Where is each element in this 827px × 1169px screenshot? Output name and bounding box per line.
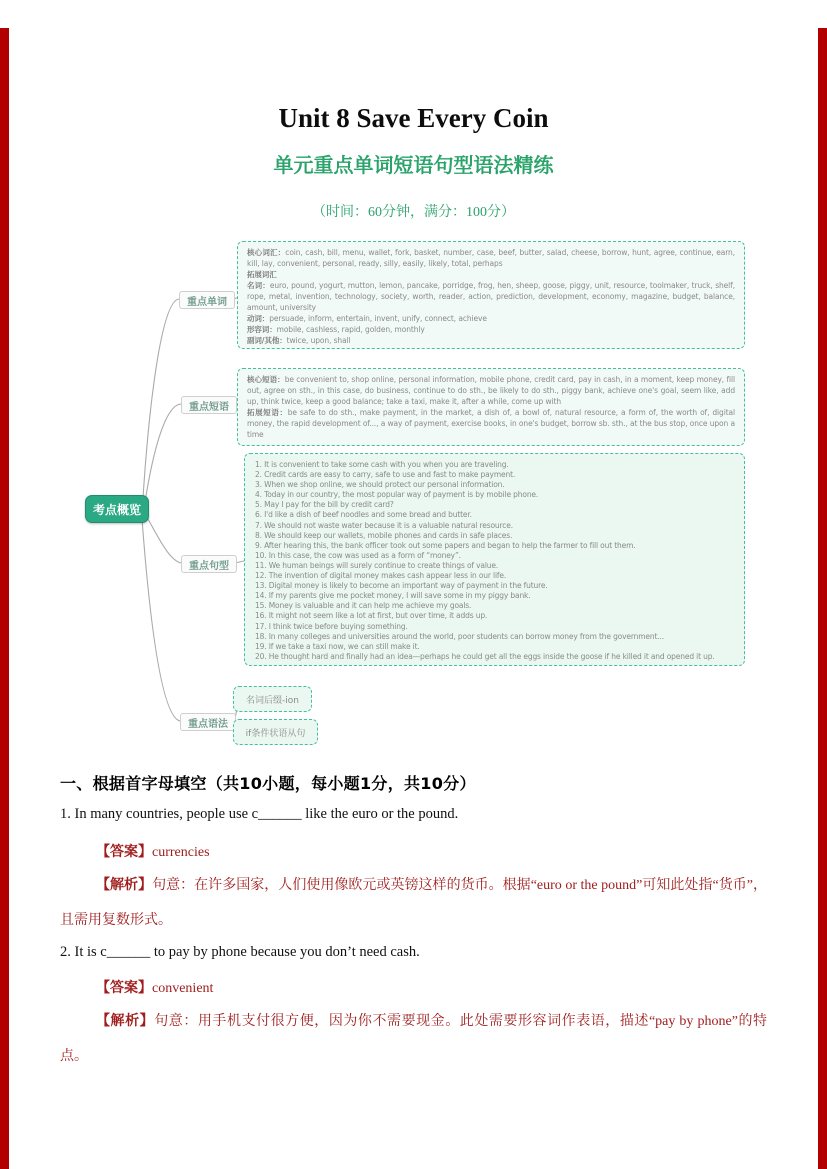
sentence-item: 7. We should not waste water because it is a valuable natural resource.: [255, 520, 513, 530]
key-sentences-box: [244, 453, 745, 666]
analysis-2: [60, 1004, 767, 1074]
right-margin-bar: [818, 28, 827, 1169]
sentence-item: 10. In this case, the cow was used as a form of “money”.: [255, 550, 461, 560]
sentence-item: 8. We should keep our wallets, mobile phones and cards in safe places.: [255, 530, 513, 540]
sentence-item: 20. He thought hard and finally had an idea—perhaps he could get all the eggs inside the goose if he killed it and opened it up.: [255, 651, 715, 661]
word-row: 副词/其他：twice, upon, shall: [247, 336, 351, 345]
exam-meta: （时间：60分钟，满分：100分）: [312, 205, 515, 220]
phrase-row: 拓展短语：be safe to do sth., make payment, in the market, a dish of, a bowl of, natural resource, a form of, the worth of, digital money, the rapid development of..., a way of payment, exercise books, in one's budget, borrow sb. sth., at the bus stop, once upon a time: [247, 408, 736, 439]
answer-text: convenient: [152, 981, 214, 996]
analysis-label: 【解析】: [96, 877, 153, 893]
sentence-item: 12. The invention of digital money makes cash appear less in our life.: [255, 571, 507, 581]
phrase-row: 核心短语：be convenient to, shop online, personal information, mobile phone, credit card, pay in cash, in a moment, keep money, fill out, agree on sth., in this case, do business, continue to do sth., be likely to do sth., piggy bank, achieve one's goal, seem like, add up, think twice, keep a good balance; take a taxi, make it, after a while, come up with: [247, 375, 735, 406]
section-heading: 一、根据首字母填空（共10小题，每小题1分，共10分）: [60, 774, 476, 793]
question-1: 1. In many countries, people use c______ like the euro or the pound.: [60, 806, 459, 822]
grammar-box-if-clause: if条件状语从句: [233, 719, 318, 745]
sentence-item: 5. May I pay for the bill by credit card?: [255, 500, 394, 510]
grammar-box-noun-suffix: 名词后缀-ion: [233, 686, 312, 712]
sentence-item: 13. Digital money is likely to become an important way of payment in the future.: [255, 581, 548, 591]
branch-node-sentences: 重点句型: [181, 555, 237, 573]
branch-node-words: 重点单词: [179, 291, 235, 309]
sentence-item: 3. When we shop online, we should protect our personal information.: [255, 480, 505, 490]
answer-label: 【答案】: [96, 980, 152, 996]
analysis-label: 【解析】: [96, 1013, 155, 1029]
branch-node-phrases: 重点短语: [181, 396, 237, 414]
sentence-item: 4. Today in our country, the most popular way of payment is by mobile phone.: [255, 490, 539, 500]
sentence-item: 11. We human beings will surely continue to create things of value.: [255, 560, 499, 570]
word-row: 核心词汇：coin, cash, bill, menu, wallet, fork, basket, number, case, beef, butter, salad, cheese, borrow, hunt, agree, continue, earn, kill, lay, convenient, personal, ready, silly, easily, likely, total, perhaps: [247, 248, 735, 268]
sentence-item: 18. In many colleges and universities around the world, poor students can borrow money from the government...: [255, 631, 664, 641]
sentence-item: 1. It is convenient to take some cash with you when you are traveling.: [255, 460, 509, 469]
word-row: 形容词：mobile, cashless, rapid, golden, monthly: [247, 325, 425, 334]
sentence-item: 6. I'd like a dish of beef noodles and some bread and butter.: [255, 510, 472, 520]
sentence-item: 17. I think twice before buying something.: [255, 621, 408, 631]
sentence-item: 14. If my parents give me pocket money, I will save some in my piggy bank.: [255, 591, 531, 601]
word-row: 名词：euro, pound, yogurt, mutton, lemon, pancake, porridge, frog, hen, sheep, goose, piggy, unit, resource, toolmaker, truck, shelf, rope, metal, invention, technology, society, worth, reader, action, prediction, development, economy, magazine, budget, balance, amount, university: [247, 281, 735, 312]
answer-text: currencies: [152, 845, 210, 860]
answer-label: 【答案】: [96, 844, 152, 860]
sentence-item: 16. It might not seem like a lot at first, but over time, it adds up.: [255, 611, 488, 621]
question-2: 2. It is c______ to pay by phone because you don’t need cash.: [60, 944, 420, 960]
word-row: 拓展词汇: [247, 270, 277, 279]
analysis-text: 句意：用手机支付很方便，因为你不需要现金。此处需要形容词作表语，描述“pay by phone”的特点。: [60, 1014, 768, 1064]
analysis-text: 句意：在许多国家，人们使用像欧元或英镑这样的货币。根据“euro or the pound”可知此处指“货币”，且需用复数形式。: [60, 878, 767, 928]
mindmap-root-node: 考点概览: [85, 495, 149, 523]
key-words-box: [237, 241, 745, 349]
answer-2: [96, 977, 213, 997]
sentence-item: 15. Money is valuable and it can help me achieve my goals.: [255, 601, 472, 611]
word-row: 动词：persuade, inform, entertain, invent, unify, connect, achieve: [247, 314, 487, 323]
left-margin-bar: [0, 28, 9, 1169]
branch-node-grammar: 重点语法: [180, 713, 236, 731]
answer-1: [96, 841, 210, 861]
page-subtitle: 单元重点单词短语句型语法精练: [273, 153, 554, 177]
analysis-1: [60, 868, 767, 938]
sentence-item: 19. If we take a taxi now, we can still make it.: [255, 641, 420, 651]
page-title: Unit 8 Save Every Coin: [278, 103, 549, 133]
key-phrases-box: [237, 368, 745, 446]
sentence-item: 9. After hearing this, the bank officer took out some papers and began to help the farmer to fill out them.: [255, 540, 636, 550]
sentence-item: 2. Credit cards are easy to carry, safe to use and fast to make payment.: [255, 470, 516, 480]
